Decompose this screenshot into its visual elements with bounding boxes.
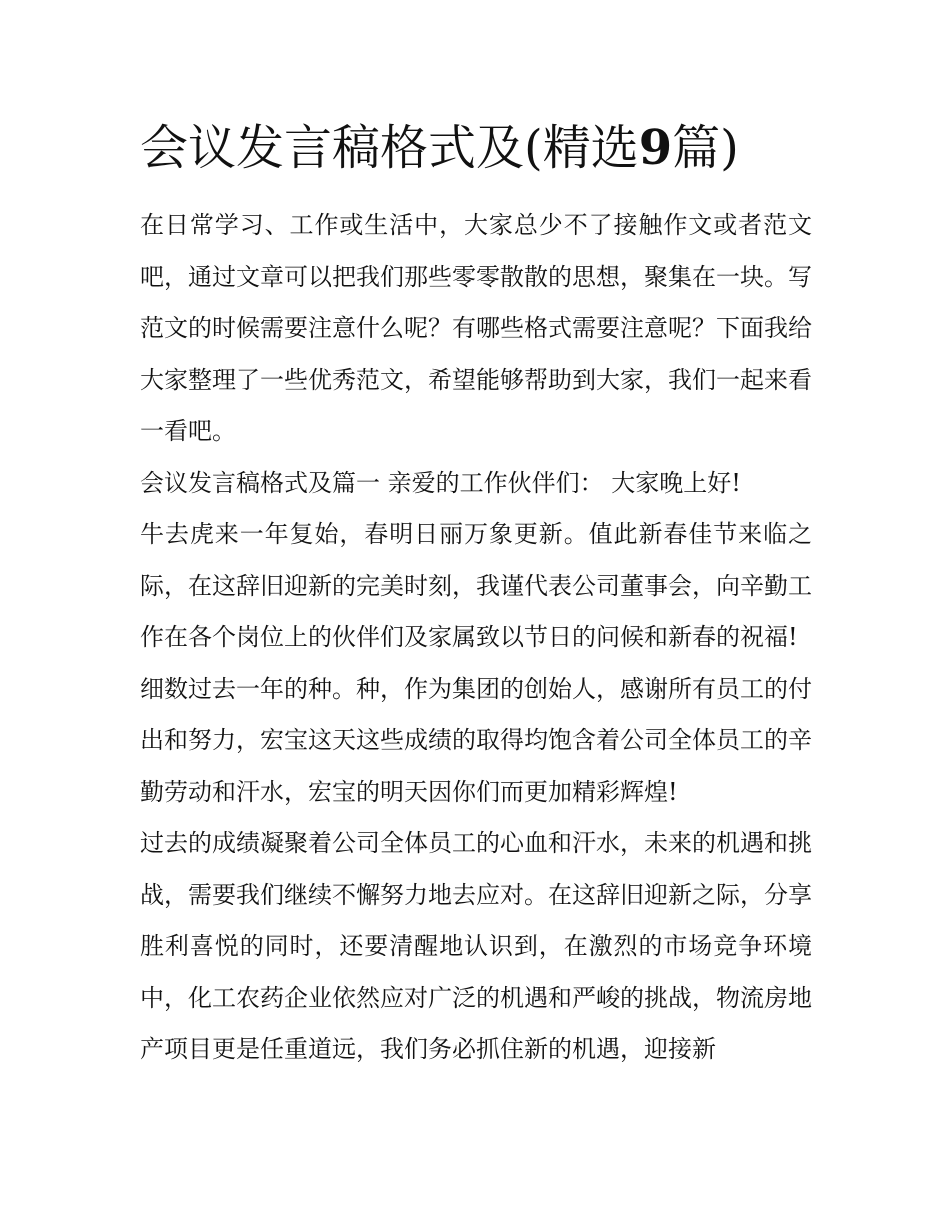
document-body — [140, 200, 812, 1076]
intro-paragraph: 在日常学习、工作或生活中，大家总少不了接触作文或者范文吧，通过文章可以把我们那些零零散散的思想，聚集在一块。写范文的时候需要注意什么呢？有哪些格式需要注意呢？下面我给大家整理了一些优秀范文，希望能够帮助到大家，我们一起来看一看吧。 — [140, 211, 812, 445]
title-number: 9 — [638, 120, 673, 176]
page-title — [140, 112, 840, 184]
new-year-paragraph: 牛去虎来一年复始，春明日丽万象更新。值此新春佳节来临之际，在这辞旧迎新的完美时刻，我谨代表公司董事会，向辛勤工作在各个岗位上的伙伴们及家属致以节日的问候和新春的祝福! — [140, 520, 812, 651]
title-suffix: 篇) — [672, 120, 739, 176]
title-prefix: 会议发言稿格式及(精选 — [140, 120, 639, 176]
thanks-paragraph: 细数过去一年的种。种，作为集团的创始人，感谢所有员工的付出和努力，宏宝这天这些成绩的取得均饱含着公司全体员工的辛勤劳动和汗水，宏宝的明天因你们而更加精彩辉煌! — [140, 674, 812, 806]
challenges-paragraph: 过去的成绩凝聚着公司全体员工的心血和汗水，未来的机遇和挑战，需要我们继续不懈努力地去应对。在这辞旧迎新之际，分享胜利喜悦的同时，还要清醒地认识到，在激烈的市场竞争环境中，化工农药企业依然应对广泛的机遇和严峻的挑战，物流房地产项目更是任重道远，我们务必抓住新的机遇，迎接新 — [140, 829, 812, 1063]
greeting-paragraph: 会议发言稿格式及篇一 亲爱的工作伙伴们： 大家晚上好! — [140, 468, 741, 497]
